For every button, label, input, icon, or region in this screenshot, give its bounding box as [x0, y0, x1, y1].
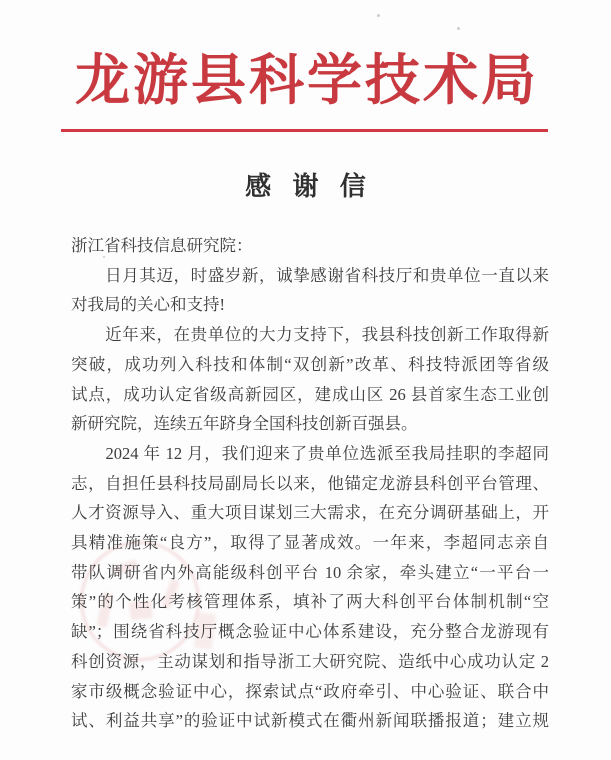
body-line: 近年来，在贵单位的大力支持下，我县科技创新工作取得新 [71, 325, 549, 345]
body-line: 策”的个性化考核管理体系，填补了两大科创平台体制机制“空 [71, 592, 549, 612]
body-line: 志，自担任县科技局副局长以来，他锚定龙游县科创平台管理、 [71, 473, 549, 493]
body-line: 日月其迈，时盛岁新，诚挚感谢省科技厅和贵单位一直以来 [71, 265, 549, 285]
scan-speck [377, 14, 380, 17]
body-line: 新研究院，连续五年跻身全国科技创新百强县。 [71, 414, 418, 434]
letter-body [71, 231, 549, 736]
scan-speck [103, 256, 105, 258]
body-line: 试点，成功认定省级高新园区，建成山区 26 县首家生态工业创 [71, 384, 549, 404]
body-line: 试、利益共享”的验证中试新模式在衢州新闻联播报道；建立规 [71, 711, 549, 731]
letter-title: 感谢信 [245, 172, 388, 201]
body-line: 科创资源，主动谋划和指导浙工大研究院、造纸中心成功认定 2 [71, 651, 549, 671]
body-line: 2024 年 12 月，我们迎来了贵单位选派至我局挂职的李超同 [71, 443, 549, 463]
letterhead-agency-name: 龙游县科学技术局 [74, 50, 539, 111]
body-line: 具精准施策“良方”，取得了显著成效。一年来，李超同志亲自 [71, 533, 549, 553]
salutation-line: 浙江省科技信息研究院： [71, 236, 253, 255]
body-line: 家市级概念验证中心，探索试点“政府牵引、中心验证、联合中 [71, 681, 549, 701]
body-line: 对我局的关心和支持! [71, 295, 225, 315]
body-line: 缺”；围绕省科技厅概念验证中心体系建设，充分整合龙游现有 [71, 622, 549, 642]
letterhead-divider-line [61, 129, 548, 132]
body-line: 突破，成功列入科技和体制“双创新”改革、科技特派团等省级 [71, 354, 549, 374]
body-line: 带队调研省内外高能级科创平台 10 余家，牵头建立“一平台一 [71, 562, 549, 582]
scan-speck [457, 27, 460, 30]
body-line: 人才资源导入、重大项目谋划三大需求，在充分调研基础上，开 [71, 503, 549, 523]
